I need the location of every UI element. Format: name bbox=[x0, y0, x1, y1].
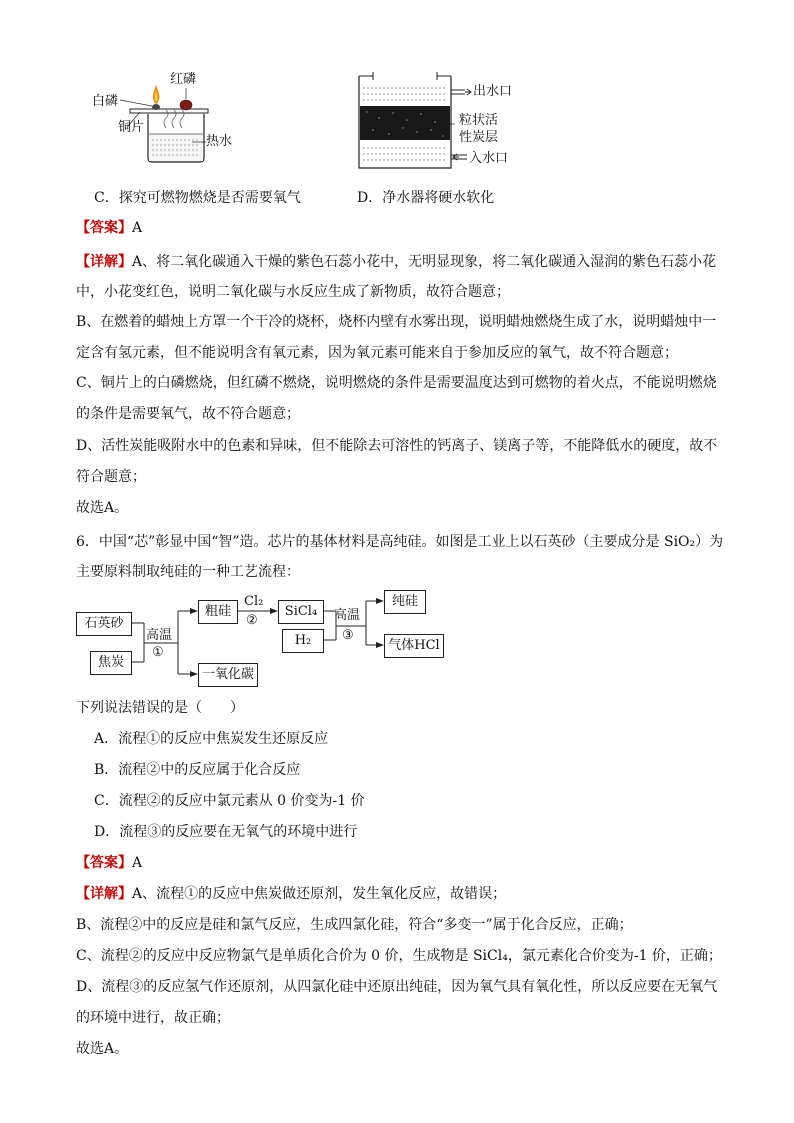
q5-detail-line-6: 的条件是需要氧气，故不符合题意； bbox=[76, 406, 300, 422]
step-2-label: ② bbox=[246, 613, 258, 628]
chlorine-label: Cl₂ bbox=[244, 594, 264, 609]
water-outlet-label: 出水口 bbox=[473, 84, 513, 99]
hcl-gas-box: 气体HCl bbox=[384, 634, 444, 658]
q5-answer bbox=[76, 218, 142, 238]
answer-value: A bbox=[132, 220, 143, 236]
combustion-apparatus-diagram bbox=[88, 70, 248, 180]
q6-option-d: D．流程③的反应要在无氧气的环境中进行 bbox=[94, 824, 358, 840]
step-3-label: ③ bbox=[342, 628, 354, 643]
option-c-caption: C．探究可燃物燃烧是否需要氧气 bbox=[94, 190, 301, 206]
step-1-label: ① bbox=[152, 645, 164, 660]
detail-label: 【详解】 bbox=[76, 254, 132, 270]
white-phosphorus-label: 白磷 bbox=[92, 94, 119, 109]
q5-detail-line-1: 【详解】A、将二氧化碳通入干燥的紫色石蕊小花中，无明显现象，将二氧化碳通入湿润的紫色石蕊小花 bbox=[76, 254, 717, 270]
answer-value: A bbox=[132, 855, 143, 871]
hot-water-label: 热水 bbox=[206, 134, 233, 149]
activated-carbon-label-2: 性炭层 bbox=[459, 130, 499, 145]
q6-detail-line-5: 的环境中进行，故正确； bbox=[76, 1010, 230, 1026]
coke-box: 焦炭 bbox=[90, 651, 132, 675]
q6-detail-line-4: D、流程③的反应氢气作还原剂，从四氯化硅中还原出纯硅，因为氧气具有氧化性，所以反应要在无氧气 bbox=[76, 979, 718, 995]
q6-stem-line-1: 6．中国“芯”彰显中国“智”造。芯片的基体材料是高纯硅。如图是工业上以石英砂（主要成分是 SiO₂）为 bbox=[76, 534, 724, 550]
q6-option-a: A．流程①的反应中焦炭发生还原反应 bbox=[94, 731, 329, 747]
detail-label: 【详解】 bbox=[76, 886, 132, 902]
quartz-sand-box: 石英砂 bbox=[76, 612, 132, 636]
figure-c bbox=[88, 70, 248, 180]
carbon-monoxide-box: 一氧化碳 bbox=[198, 663, 258, 687]
option-d-caption: D．净水器将硬水软化 bbox=[357, 190, 495, 206]
q6-option-c: C．流程②的反应中氯元素从 0 价变为-1 价 bbox=[94, 793, 365, 809]
answer-label: 【答案】 bbox=[76, 220, 132, 236]
q6-detail-line-1: 【详解】A、流程①的反应中焦炭做还原剂，发生氧化反应，故错误； bbox=[76, 886, 507, 902]
q5-detail-line-4: 定含有氢元素，但不能说明含有氧元素，因为氧元素可能来自于参加反应的氧气，故不符合题意； bbox=[76, 345, 678, 361]
activated-carbon-label-1: 粒状活 bbox=[459, 113, 499, 128]
silicon-process-flowchart bbox=[76, 588, 456, 692]
q5-detail-line-8: 符合题意； bbox=[76, 469, 146, 485]
crude-silicon-box: 粗硅 bbox=[198, 600, 238, 624]
q6-option-b: B．流程②中的反应属于化合反应 bbox=[94, 762, 301, 778]
q6-stem-line-2: 主要原料制取纯硅的一种工艺流程： bbox=[76, 564, 300, 580]
copper-plate-label: 铜片 bbox=[118, 120, 145, 135]
q6-question: 下列说法错误的是（ ） bbox=[76, 700, 244, 716]
q5-detail-line-7: D、活性炭能吸附水中的色素和异味，但不能除去可溶性的钙离子、镁离子等，不能降低水的硬度，故不 bbox=[76, 438, 718, 454]
q6-detail-line-3: C、流程②的反应中反应物氯气是单质化合价为 0 价，生成物是 SiCl₄，氯元素化合价变为-1 价，正确； bbox=[76, 948, 722, 964]
q5-detail-line-2: 中，小花变红色，说明二氧化碳与水反应生成了新物质，故符合题意； bbox=[76, 284, 510, 300]
q6-answer bbox=[76, 853, 142, 873]
silicon-tetrachloride-box: SiCl₄ bbox=[278, 600, 324, 624]
answer-label: 【答案】 bbox=[76, 855, 132, 871]
water-inlet-label: 入水口 bbox=[469, 151, 509, 166]
high-temp-label-1: 高温 bbox=[146, 628, 173, 643]
q6-detail-line-2: B、流程②中的反应是硅和氯气反应，生成四氯化硅，符合“多变一”属于化合反应，正确； bbox=[76, 917, 633, 933]
high-temp-label-2: 高温 bbox=[334, 608, 361, 623]
q5-conclusion: 故选A。 bbox=[76, 500, 129, 516]
figure-d bbox=[355, 68, 535, 178]
q5-detail-line-5: C、铜片上的白磷燃烧，但红磷不燃烧，说明燃烧的条件是需要温度达到可燃物的着火点，不能说明燃烧 bbox=[76, 375, 717, 391]
pure-silicon-box: 纯硅 bbox=[384, 590, 426, 614]
red-phosphorus-label: 红磷 bbox=[170, 72, 197, 87]
hydrogen-box: H₂ bbox=[282, 629, 324, 653]
q5-detail-line-3: B、在燃着的蜡烛上方罩一个干冷的烧杯，烧杯内壁有水雾出现，说明蜡烛燃烧生成了水，说明蜡烛中一 bbox=[76, 314, 717, 330]
q6-conclusion: 故选A。 bbox=[76, 1041, 129, 1057]
